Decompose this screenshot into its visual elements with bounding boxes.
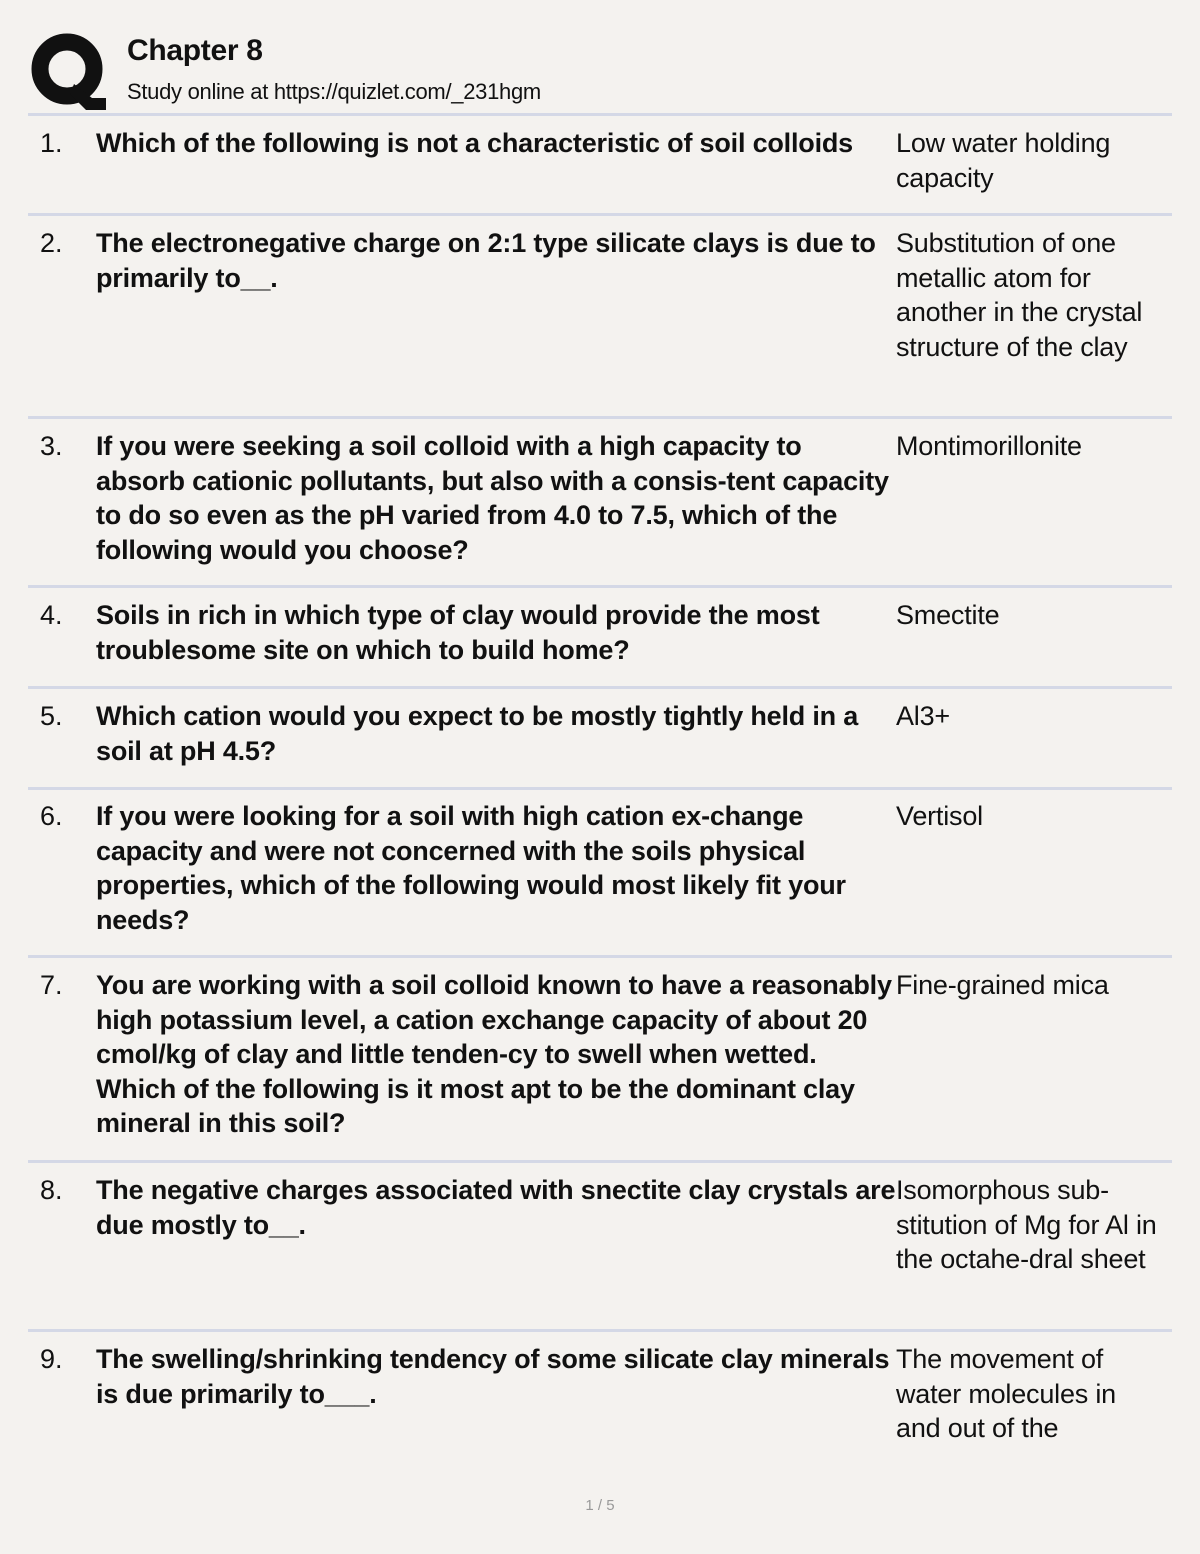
card-answer: Montimorillonite [896, 431, 1082, 461]
card-question: You are working with a soil colloid known to have a reasonably high potassium level, a cation exchange capacity of about 20 cmol/kg of clay and little tenden-cy to swell when wetted. Which of the following is it most apt to be the dominant clay mineral in this soil? [96, 970, 892, 1138]
card-answer: Fine-grained mica [896, 970, 1109, 1000]
card-question: Which of the following is not a characteristic of soil colloids [96, 128, 853, 158]
page-title: Chapter 8 [127, 34, 263, 67]
card-number: 3. [40, 431, 63, 461]
header [30, 30, 1172, 114]
card-number: 6. [40, 801, 63, 831]
card-answer: Vertisol [896, 801, 983, 831]
card-answer: Low water holding capacity [896, 128, 1111, 193]
card-question: The swelling/shrinking tendency of some silicate clay minerals is due primarily to___. [96, 1344, 890, 1409]
divider [28, 1160, 1172, 1163]
card-answer: Smectite [896, 600, 1000, 630]
card-number: 9. [40, 1344, 63, 1374]
card-answer: Substitution of one metallic atom for another in the crystal structure of the clay [896, 228, 1143, 362]
card-answer: Al3+ [896, 701, 950, 731]
study-link-text: Study online at https://quizlet.com/_231hgm [127, 79, 541, 104]
card-number: 7. [40, 970, 63, 1000]
divider [28, 416, 1172, 419]
divider [28, 1329, 1172, 1332]
card-question: Which cation would you expect to be mostly tightly held in a soil at pH 4.5? [96, 701, 859, 766]
divider [28, 955, 1172, 958]
card-answer: The movement of water molecules in and out of the [896, 1344, 1116, 1443]
card-question: The electronegative charge on 2:1 type silicate clays is due to primarily to__. [96, 228, 876, 293]
divider [28, 686, 1172, 689]
divider [28, 787, 1172, 790]
card-number: 8. [40, 1175, 63, 1205]
divider [28, 213, 1172, 216]
card-number: 1. [40, 128, 63, 158]
card-answer: Isomorphous sub-stitution of Mg for Al in the octahe-dral sheet [896, 1175, 1157, 1274]
card-question: If you were looking for a soil with high cation ex-change capacity and were not concerned with the soils physical properties, which of the following would most likely fit your needs? [96, 801, 846, 935]
page-indicator: 1 / 5 [585, 1497, 615, 1514]
card-question: The negative charges associated with snectite clay crystals are due mostly to__. [96, 1175, 896, 1240]
card-question: Soils in rich in which type of clay would provide the most troublesome site on which to build home? [96, 600, 820, 665]
card-number: 4. [40, 600, 63, 630]
quizlet-logo-icon [30, 32, 108, 110]
card-question: If you were seeking a soil colloid with a high capacity to absorb cationic pollutants, but also with a consis-tent capacity to do so even as the pH varied from 4.0 to 7.5, which of the following would you choose? [96, 431, 889, 565]
card-number: 5. [40, 701, 63, 731]
divider [28, 585, 1172, 588]
divider [28, 113, 1172, 116]
card-number: 2. [40, 228, 63, 258]
